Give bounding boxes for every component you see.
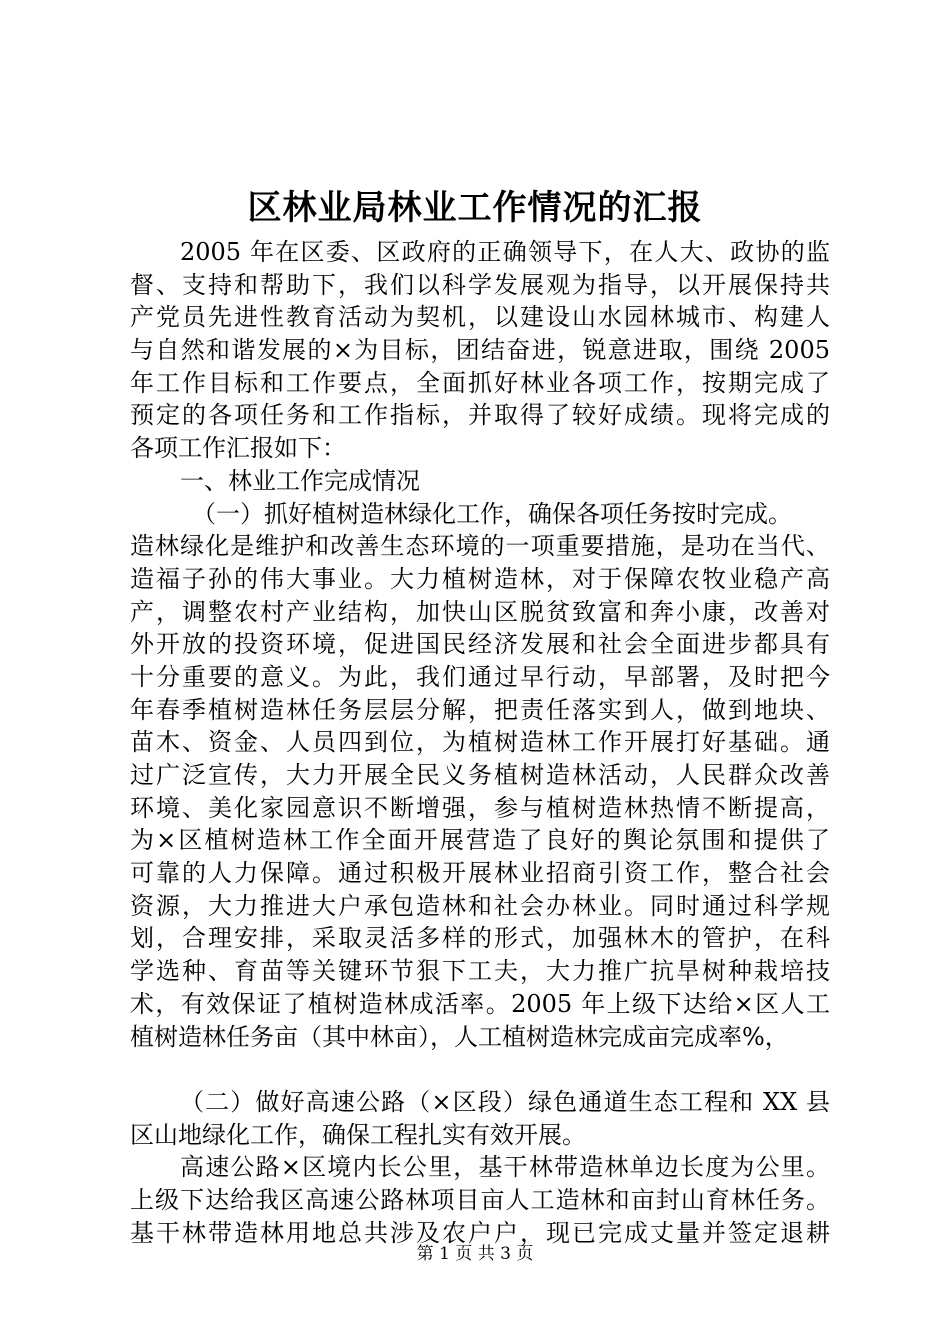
paragraph-line: 高速公路×区境内长公里，基干林带造林单边长度为公里。	[180, 1153, 830, 1182]
paragraph-line: 年工作目标和工作要点，全面抓好林业各项工作，按期完成了	[130, 368, 830, 397]
page-footer: 第 1 页 共 3 页	[416, 1244, 534, 1264]
blank-line	[130, 1053, 830, 1086]
paragraph-line: 外开放的投资环境，促进国民经济发展和社会全面进步都具有	[130, 630, 830, 659]
subsection-heading-continued: 区山地绿化工作，确保工程扎实有效开展。	[130, 1120, 586, 1149]
paragraph-line: 可靠的人力保障。通过积极开展林业招商引资工作，整合社会	[130, 859, 830, 888]
paragraph-line: 苗木、资金、人员四到位，为植树造林工作开展打好基础。通	[130, 728, 830, 757]
paragraph-line: 过广泛宣传，大力开展全民义务植树造林活动，人民群众改善	[130, 761, 830, 789]
paragraph-line: 年春季植树造林任务层层分解，把责任落实到人，做到地块、	[130, 695, 830, 724]
paragraph-line: 产，调整农村产业结构，加快山区脱贫致富和奔小康，改善对	[130, 597, 830, 626]
subsection-heading: （二）做好高速公路（×区段）绿色通道生态工程和 XX 县	[180, 1087, 830, 1116]
paragraph-line: 产党员先进性教育活动为契机，以建设山水园林城市、构建人	[130, 303, 830, 332]
paragraph-line: 学选种、育苗等关键环节狠下工夫，大力推广抗旱树种栽培技	[130, 957, 830, 986]
document-title: 区林业局林业工作情况的汇报	[247, 188, 703, 228]
paragraph-line: 造林绿化是维护和改善生态环境的一项重要措施，是功在当代、	[130, 532, 830, 561]
paragraph-line: 基干林带造林用地总共涉及农户户，现已完成丈量并签定退耕	[130, 1218, 830, 1247]
paragraph-line: 2005 年在区委、区政府的正确领导下，在人大、政协的监	[180, 238, 830, 266]
subsection-heading: （一）抓好植树造林绿化工作，确保各项任务按时完成。	[192, 499, 792, 528]
document-body	[130, 236, 830, 1249]
section-heading: 一、林业工作完成情况	[180, 466, 420, 495]
paragraph-line: 划，合理安排，采取灵活多样的形式，加强林木的管护，在科	[130, 924, 830, 953]
paragraph-line: 各项工作汇报如下：	[130, 434, 346, 463]
paragraph-line: 资源，大力推进大户承包造林和社会办林业。同时通过科学规	[130, 891, 830, 920]
paragraph-line: 督、支持和帮助下，我们以科学发展观为指导，以开展保持共	[130, 270, 830, 299]
paragraph-line: 为×区植树造林工作全面开展营造了良好的舆论氛围和提供了	[130, 826, 830, 855]
paragraph-line: 预定的各项任务和工作指标，并取得了较好成绩。现将完成的	[130, 401, 830, 430]
paragraph-line: 十分重要的意义。为此，我们通过早行动，早部署，及时把今	[130, 662, 830, 691]
paragraph-line: 上级下达给我区高速公路林项目亩人工造林和亩封山育林任务。	[130, 1185, 830, 1214]
paragraph-line: 植树造林任务亩（其中林亩），人工植树造林完成亩完成率%，	[130, 1022, 789, 1051]
paragraph-line: 与自然和谐发展的×为目标，团结奋进，锐意进取，围绕 2005	[130, 336, 830, 365]
paragraph-line: 环境、美化家园意识不断增强，参与植树造林热情不断提高，	[130, 793, 830, 822]
paragraph-line: 造福子孙的伟大事业。大力植树造林，对于保障农牧业稳产高	[130, 564, 830, 593]
paragraph-line: 术，有效保证了植树造林成活率。2005 年上级下达给×区人工	[130, 989, 830, 1018]
